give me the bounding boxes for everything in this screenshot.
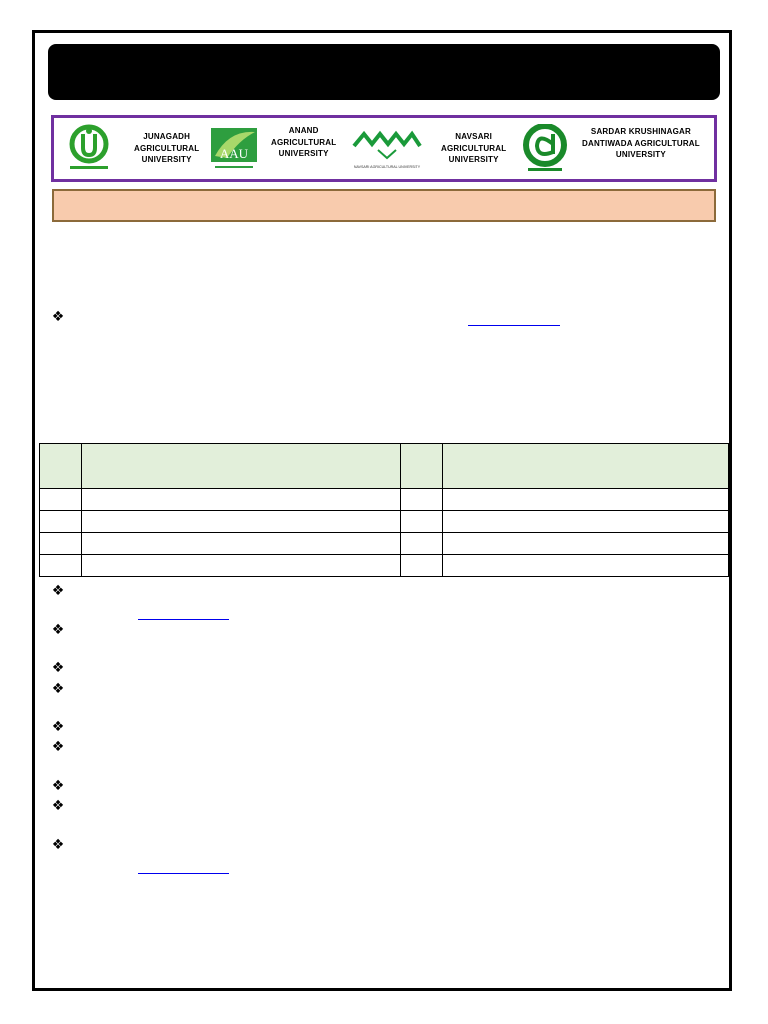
bullet-icon: ❖	[51, 778, 65, 794]
bullet-icon: ❖	[51, 660, 65, 676]
jau-logo-icon	[66, 124, 112, 174]
link-underline[interactable]	[468, 325, 560, 326]
university-name-nau: NAVSARI AGRICULTURAL UNIVERSITY	[441, 132, 507, 165]
notice-bar	[52, 189, 716, 222]
table-cell	[401, 555, 443, 577]
table-cell	[401, 533, 443, 555]
data-table	[39, 443, 729, 577]
table-cell	[443, 511, 729, 533]
table-cell	[401, 489, 443, 511]
table-cell	[443, 555, 729, 577]
aau-logo-icon	[209, 126, 259, 172]
table-header-row	[40, 444, 729, 489]
university-aau	[209, 118, 336, 179]
table-row	[40, 489, 729, 511]
table-row	[40, 555, 729, 577]
sdau-logo-icon	[518, 124, 572, 174]
bullet-icon: ❖	[51, 719, 65, 735]
university-name-jau: JUNAGADH AGRICULTURAL UNIVERSITY	[134, 132, 200, 165]
bullet-icon: ❖	[51, 583, 65, 599]
table-cell	[40, 533, 82, 555]
table-header-cell	[443, 444, 729, 489]
table-cell	[82, 533, 401, 555]
bullet-icon: ❖	[51, 837, 65, 853]
table-cell	[40, 555, 82, 577]
svg-text:AAU: AAU	[219, 145, 249, 161]
university-nau	[350, 118, 506, 179]
university-jau	[66, 118, 199, 179]
svg-text:NAVSARI AGRICULTURAL UNIVERSIT: NAVSARI AGRICULTURAL UNIVERSITY	[353, 164, 421, 169]
table-row	[40, 511, 729, 533]
table-header-cell	[40, 444, 82, 489]
university-sdau	[518, 118, 700, 179]
bullet-icon: ❖	[51, 681, 65, 697]
table-header-cell	[82, 444, 401, 489]
table-cell	[443, 533, 729, 555]
nau-logo-icon	[350, 126, 424, 172]
table-cell	[82, 511, 401, 533]
bullet-icon: ❖	[51, 798, 65, 814]
link-underline[interactable]	[138, 619, 229, 620]
table-cell	[82, 555, 401, 577]
table-row	[40, 533, 729, 555]
table-header-cell	[401, 444, 443, 489]
title-bar	[48, 44, 720, 100]
bullet-icon: ❖	[51, 309, 65, 325]
table-cell	[40, 489, 82, 511]
table-cell	[40, 511, 82, 533]
link-underline[interactable]	[138, 873, 229, 874]
table-cell	[82, 489, 401, 511]
university-name-sdau: SARDAR KRUSHINAGAR DANTIWADA AGRICULTURAL UNIVERSITY	[582, 127, 700, 160]
university-name-aau: ANAND AGRICULTURAL UNIVERSITY	[271, 126, 337, 159]
table-cell	[401, 511, 443, 533]
bullet-icon: ❖	[51, 739, 65, 755]
bullet-icon: ❖	[51, 622, 65, 638]
table-cell	[443, 489, 729, 511]
university-logo-strip	[51, 115, 717, 182]
